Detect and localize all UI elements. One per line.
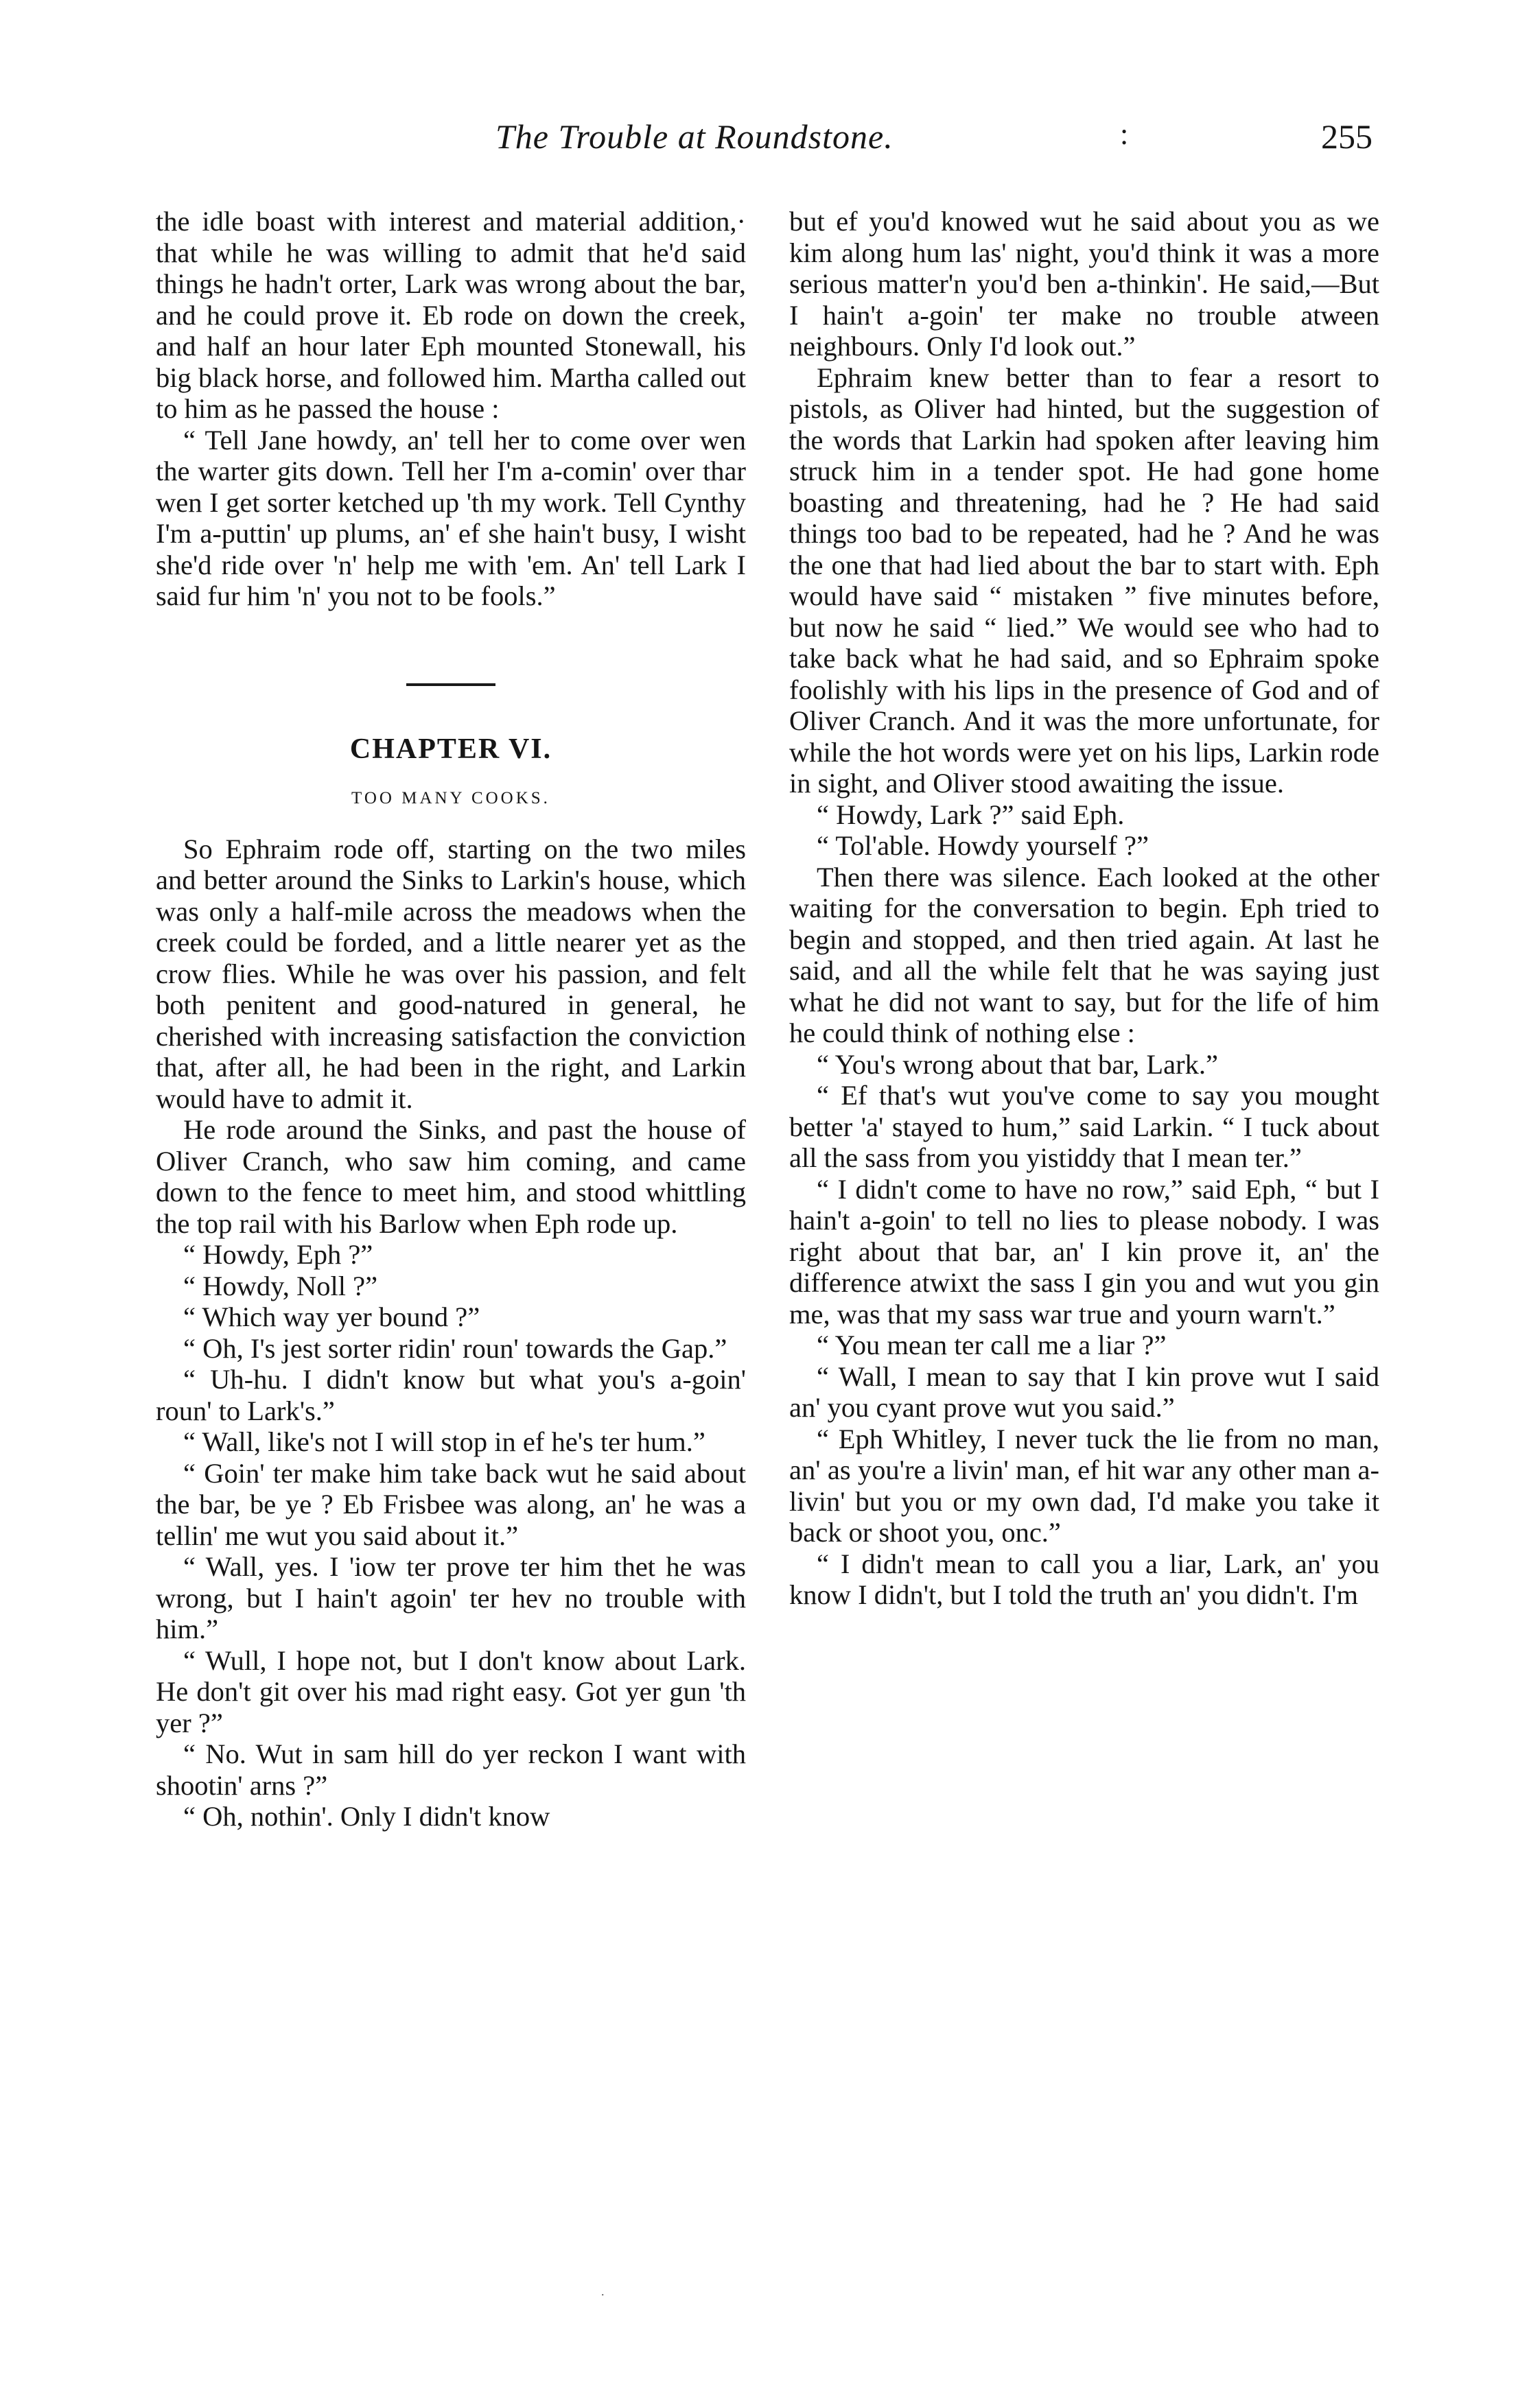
paragraph: “ Tell Jane howdy, an' tell her to come over wen the warter gits down. Tell her I'm a-comin' over thar wen I get sorter ketched up 'th my work. Tell Cynthy I'm a-puttin' up plums, an' ef she hain't busy, I wisht she'd ride over 'n' help me with 'em. An' tell Lark I said fur him 'n' you not to be fools.” <box>156 424 746 611</box>
dialogue-line: “ Oh, I's jest sorter ridin' roun' towards the Gap.” <box>183 1332 727 1364</box>
footer-mark: . <box>601 2285 605 2298</box>
dialogue-line: “ Howdy, Noll ?” <box>183 1270 378 1301</box>
paragraph: Then there was silence. Each looked at the other waiting for the conversation to begin. Eph tried to begin and stopped, and then tried again. At last he said, and all the while felt that he was saying just what he did not want to say, but for the life of him he could think of nothing else : <box>789 861 1379 1048</box>
dialogue-line: “ You mean ter call me a liar ?” <box>817 1330 1167 1360</box>
chapter-subtitle: TOO MANY COOKS. <box>351 789 550 807</box>
header-separator: : <box>1120 117 1129 151</box>
dialogue-line: “ Goin' ter make him take back wut he said about the bar, be ye ? Eb Frisbee was along, an' he was a tellin' me wut you said about it.” <box>156 1457 746 1551</box>
dialogue-line: “ Wall, yes. I 'iow ter prove ter him thet he was wrong, but I hain't agoin' ter hev no trouble with him.” <box>156 1551 746 1644</box>
dialogue-line: “ I didn't come to have no row,” said Eph, “ but I hain't a-goin' to tell no lies to please nobody. I was right about that bar, an' I kin prove it, an' the difference atwixt the sass I gin you and wut you gin me, was that my sass war true and yourn warn't.” <box>789 1173 1379 1330</box>
dialogue-line: “ Wall, I mean to say that I kin prove wut I said an' you cyant prove wut you said.” <box>789 1360 1379 1423</box>
paragraph: He rode around the Sinks, and past the house of Oliver Cranch, who saw him coming, and came down to the fence to meet him, and stood whittling the top rail with his Barlow when Eph rode up. <box>156 1114 746 1239</box>
dialogue-line: “ Which way yer bound ?” <box>183 1301 480 1332</box>
dialogue-line: “ Uh-hu. I didn't know but what you's a-goin' roun' to Lark's.” <box>156 1364 746 1426</box>
paragraph: but ef you'd knowed wut he said about you as we kim along hum las' night, you'd think it was a more serious matter'n you'd ben a-thinkin'. He said,—But I hain't a-goin' ter make no trouble atween neighbours. Only I'd look out.” <box>789 206 1379 362</box>
dialogue-line: “ Ef that's wut you've come to say you mought better 'a' stayed to hum,” said Larkin. “ I tuck about all the sass from you yistiddy that I mean ter.” <box>789 1080 1379 1173</box>
paragraph: Ephraim knew better than to fear a resort to pistols, as Oliver had hinted, but the suggestion of the words that Larkin had spoken after leaving him struck him in a tender spot. He had gone home boasting and threatening, had he ? He had said things too bad to be repeated, had he ? And he was the one that had lied about the bar to start with. Eph would have said “ mistaken ” five minutes before, but now he said “ lied.” We would see who had to take back what he had said, and so Ephraim spoke foolishly with his lips in the presence of God and of Oliver Cranch. And it was the more unfortunate, for while the hot words were yet on his lips, Larkin rode in sight, and Oliver stood awaiting the issue. <box>789 362 1379 799</box>
paragraph: the idle boast with interest and material addition,· that while he was willing to admit that he'd said things he hadn't orter, Lark was wrong about the bar, and he could prove it. Eb rode on down the creek, and half an hour later Eph mounted Stonewall, his big black horse, and followed him. Martha called out to him as he passed the house : <box>156 206 746 424</box>
dialogue-line: “ Howdy, Eph ?” <box>183 1239 373 1270</box>
page-number: 255 <box>1321 117 1373 156</box>
dialogue-line: “ Howdy, Lark ?” said Eph. <box>817 799 1125 830</box>
dialogue-line: “ Wull, I hope not, but I don't know about Lark. He don't git over his mad right easy. Got yer gun 'th yer ?” <box>156 1644 746 1738</box>
dialogue-line: “ Oh, nothin'. Only I didn't know <box>183 1801 550 1832</box>
chapter-heading: CHAPTER VI. <box>349 733 552 765</box>
running-title: The Trouble at Roundstone. <box>495 117 894 156</box>
dialogue-line: “ I didn't mean to call you a liar, Lark, an' you know I didn't, but I told the truth an' you didn't. I'm <box>789 1548 1379 1610</box>
dialogue-line: “ No. Wut in sam hill do yer reckon I want with shootin' arns ?” <box>156 1738 746 1801</box>
right-column <box>789 206 1379 1611</box>
dialogue-line: “ Tol'able. Howdy yourself ?” <box>817 830 1149 861</box>
page-header <box>0 117 1518 165</box>
section-divider <box>406 683 495 686</box>
paragraph: So Ephraim rode off, starting on the two miles and better around the Sinks to Larkin's house, which was only a half-mile across the meadows when the creek could be forded, and a little nearer yet as the crow flies. While he was over his passion, and felt both penitent and good-natured in general, he cherished with increasing satisfaction the conviction that, after all, he had been in the right, and Larkin would have to admit it. <box>156 833 746 1114</box>
dialogue-line: “ Wall, like's not I will stop in ef he's ter hum.” <box>183 1426 705 1457</box>
dialogue-line: “ Eph Whitley, I never tuck the lie from no man, an' as you're a livin' man, ef hit war any other man a-livin' but you or my own dad, I'd make you take it back or shoot you, onc.” <box>789 1423 1379 1548</box>
left-column <box>156 206 746 1832</box>
dialogue-line: “ You's wrong about that bar, Lark.” <box>817 1048 1218 1080</box>
